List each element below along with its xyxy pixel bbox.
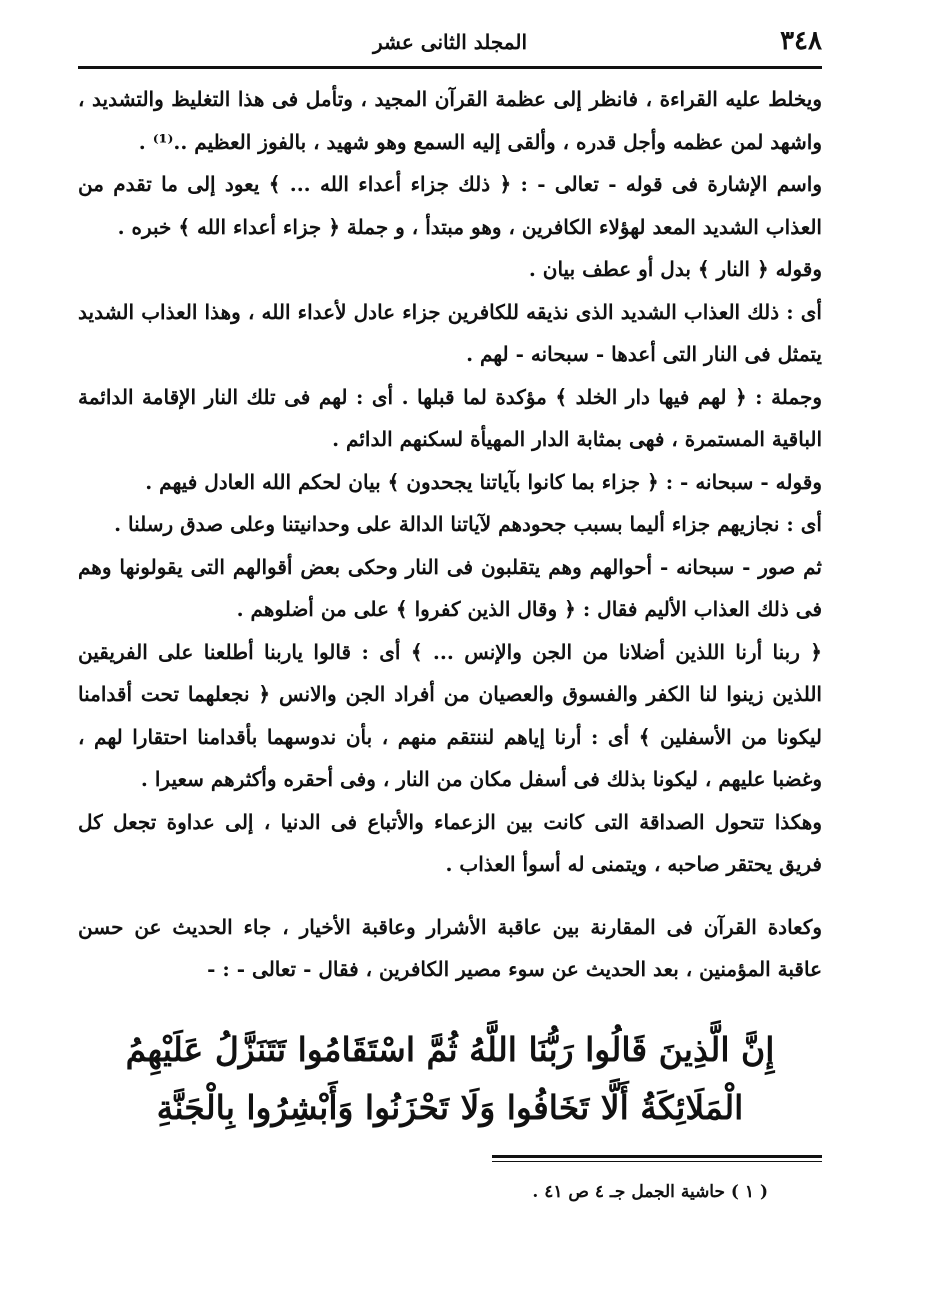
paragraph: ثم صور - سبحانه - أحوالهم وهم يتقلبون فى النار وحكى بعض أقوالهم التى يقولونها وهم فى ذلك العذاب الأليم فقال : ﴿ وقال الذين كفروا ﴾ على من أضلوهم .: [78, 554, 822, 621]
footnote: ( ١ ) حاشية الجمل جـ ٤ ص ٤١ .: [532, 1181, 768, 1202]
verse-line: إِنَّ الَّذِينَ قَالُوا رَبُّنَا اللَّهُ ثُمَّ اسْتَقَامُوا تَتَنَزَّلُ عَلَيْهِمُ: [125, 1029, 775, 1069]
paragraph: أى : ذلك العذاب الشديد الذى نذيقه للكافرين جزاء عادل لأعداء الله ، وهذا العذاب الشديد يتمثل فى النار التى أعدها - سبحانه - لهم .: [78, 299, 822, 366]
quran-verse: [78, 1021, 822, 1137]
paragraph: وجملة : ﴿ لهم فيها دار الخلد ﴾ مؤكدة لما قبلها . أى : لهم فى تلك النار الإقامة الدائمة الباقية المستمرة ، فهى بمثابة الدار المهيأة لسكنهم الدائم .: [78, 384, 822, 451]
verse-line: الْمَلَائِكَةُ أَلَّا تَخَافُوا وَلَا تَحْزَنُوا وَأَبْشِرُوا بِالْجَنَّةِ: [156, 1087, 744, 1127]
paragraph: وقوله - سبحانه - : ﴿ جزاء بما كانوا بآياتنا يجحدون ﴾ بيان لحكم الله العادل فيهم .: [145, 469, 822, 494]
paragraph: ﴿ ربنا أرنا اللذين أضلانا من الجن والإنس ... ﴾ أى : قالوا ياربنا أطلعنا على الفريقين اللذين زينوا لنا الكفر والفسوق والعصيان من أفراد الجن والانس ﴿ نجعلهما تحت أقدامنا ليكونا من الأسفلين ﴾ أى : أرنا إياهم لننتقم منهم ، بأن ندوسهما بأقدامنا احتقارا لهم ، وغضبا عليهم ، ليكونا بذلك فى أسفل مكان من النار ، وفى أحقره وأكثرهم سعيرا .: [78, 639, 822, 791]
paragraph: وهكذا تتحول الصداقة التى كانت بين الزعماء والأتباع فى الدنيا ، إلى عداوة تجعل كل فريق يحتقر صاحبه ، ويتمنى له أسوأ العذاب .: [78, 809, 822, 876]
header-divider: [78, 66, 822, 69]
page-header: [78, 22, 822, 62]
paragraph: أى : نجازيهم جزاء أليما بسبب جحودهم لآياتنا الدالة على وحدانيتنا وعلى صدق رسلنا .: [114, 512, 822, 536]
footnote-divider: [492, 1155, 822, 1158]
page-number: ٣٤٨: [780, 26, 822, 56]
running-title: المجلد الثانى عشر: [373, 30, 527, 54]
paragraph: وكعادة القرآن فى المقارنة بين عاقبة الأشرار وعاقبة الأخيار ، جاء الحديث عن حسن عاقبة المؤمنين ، بعد الحديث عن سوء مصير الكافرين ، فقال - تعالى - : -: [78, 914, 822, 981]
paragraph: واسم الإشارة فى قوله - تعالى - : ﴿ ذلك جزاء أعداء الله ... ﴾ يعود إلى ما تقدم من العذاب الشديد المعد لهؤلاء الكافرين ، وهو مبتدأ ، و جملة ﴿ جزاء أعداء الله ﴾ خبره .: [78, 172, 822, 239]
paragraph-gap: [78, 886, 822, 906]
footnote-divider-thin: [492, 1161, 822, 1162]
paragraph: ويخلط عليه القراءة ، فانظر إلى عظمة القرآن المجيد ، وتأمل فى هذا التغليظ والتشديد ، واشهد لمن عظمه وأجل قدره ، وألقى إليه السمع وهو شهيد ، بالفوز العظيم ..⁽¹⁾ .: [78, 87, 822, 154]
page: [78, 22, 822, 1202]
main-text: [78, 78, 822, 991]
paragraph: وقوله ﴿ النار ﴾ بدل أو عطف بيان .: [528, 257, 822, 281]
